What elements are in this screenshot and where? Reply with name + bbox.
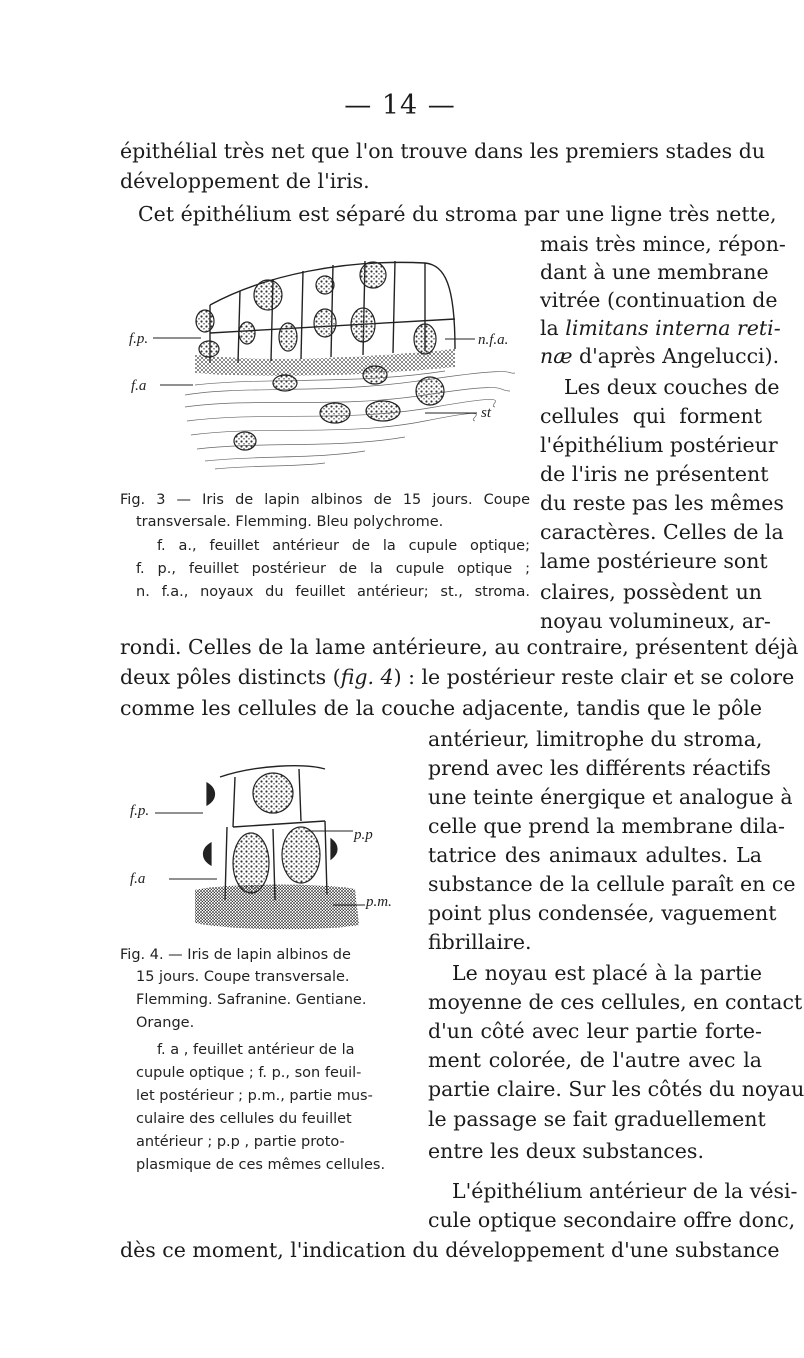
text-line: cule optique secondaire offre donc, [428, 1208, 796, 1232]
text-line: deux pôles distincts (fig. 4) : le postérieur reste clair et se colore [120, 665, 795, 689]
text-line: lame postérieure sont [540, 549, 768, 573]
text-line: cellules qui forment [540, 404, 762, 428]
text-line: développement de l'iris. [120, 169, 370, 193]
text-line: d'un côté avec leur partie forte- [428, 1019, 762, 1043]
text-line: de l'iris ne présentent [540, 462, 769, 486]
figure-3-illustration [125, 245, 525, 480]
text-line: substance de la cellule paraît en ce [428, 872, 796, 896]
fig4-caption-line: cupule optique ; f. p., son feuil- [136, 1065, 362, 1081]
text-line: l'épithélium postérieur [540, 433, 778, 457]
text-line: entre les deux substances. [428, 1139, 704, 1163]
text-line: ment colorée, de l'autre avec la [428, 1048, 762, 1072]
fig3-label-fa: f.a [131, 378, 147, 394]
fig3-caption-line: transversale. Flemming. Bleu polychrome. [136, 514, 444, 530]
text-line: celle que prend la membrane dila- [428, 814, 785, 838]
text-line: fibrillaire. [428, 930, 532, 954]
fig4-caption-line: Fig. 4. — Iris de lapin albinos de [120, 947, 351, 963]
fig4-nuclei [204, 773, 338, 893]
nuclear-layer-band [195, 349, 455, 376]
text-line: antérieur, limitrophe du stroma, [428, 727, 763, 751]
text-line: partie claire. Sur les côtés du noyau [428, 1077, 804, 1101]
page-number: — 14 — [344, 90, 456, 121]
text-line: caractères. Celles de la [540, 520, 784, 544]
fig4-caption-line: culaire des cellules du feuillet [136, 1111, 352, 1127]
text-line: mais très mince, répon- [540, 232, 786, 256]
fig4-label-fp: f.p. [130, 803, 150, 819]
fig3-label-fp: f.p. [129, 331, 149, 347]
fig3-caption-line: f. a., feuillet antérieur de la cupule optique; [157, 538, 530, 554]
text-line: næ d'après Angelucci). [540, 344, 780, 368]
text-line: moyenne de ces cellules, en contact [428, 990, 803, 1014]
text-line: L'épithélium antérieur de la vési- [452, 1179, 798, 1203]
text-line: une teinte énergique et analogue à [428, 785, 793, 809]
text-line: comme les cellules de la couche adjacente, tandis que le pôle [120, 696, 762, 720]
text-line: épithélial très net que l'on trouve dans les premiers stades du [120, 139, 766, 163]
fig4-caption-line: plasmique de ces mêmes cellules. [136, 1157, 386, 1173]
text-line: Les deux couches de [564, 375, 780, 399]
fig4-label-fa: f.a [130, 871, 146, 887]
fig4-caption-line: antérieur ; p.p , partie proto- [136, 1134, 345, 1150]
text-line: Le noyau est placé à la partie [452, 961, 762, 985]
fig4-label-pm: p.m. [366, 894, 392, 910]
fig4-caption-line: let postérieur ; p.m., partie mus- [136, 1088, 373, 1104]
text-line: Cet épithélium est séparé du stroma par une ligne très nette, [138, 202, 777, 226]
text-line: dès ce moment, l'indication du développement d'une substance [120, 1238, 780, 1262]
text-line: rondi. Celles de la lame antérieure, au contraire, présentent déjà [120, 635, 799, 659]
fig4-caption-line: Orange. [136, 1015, 195, 1031]
text-line: claires, possèdent un [540, 580, 762, 604]
fig4-caption-line: f. a , feuillet antérieur de la [157, 1042, 355, 1058]
fig3-label-st: st [481, 405, 492, 421]
fig4-caption-line: Flemming. Safranine. Gentiane. [136, 992, 367, 1008]
fig3-label-nfa: n.f.a. [478, 332, 509, 348]
text-line: tatrice des animaux adultes. La [428, 843, 762, 867]
text-line: le passage se fait graduellement [428, 1107, 766, 1131]
fig3-caption-line: Fig. 3 — Iris de lapin albinos de 15 jours. Coupe [120, 492, 530, 508]
text-line: point plus condensée, vaguement [428, 901, 777, 925]
text-line: la limitans interna reti- [540, 316, 781, 340]
text-line: dant à une membrane [540, 260, 769, 284]
text-line: noyau volumineux, ar- [540, 609, 771, 633]
figure-4-illustration [125, 755, 415, 940]
text-line: vitrée (continuation de [540, 288, 778, 312]
text-line: prend avec les différents réactifs [428, 756, 771, 780]
muscular-layer [195, 885, 359, 930]
fig3-caption-line: n. f.a., noyaux du feuillet antérieur; st., stroma. [136, 584, 530, 600]
text-line: du reste pas les mêmes [540, 491, 784, 515]
stroma-fibers [185, 371, 515, 469]
fig3-caption-line: f. p., feuillet postérieur de la cupule optique ; [136, 561, 530, 577]
fig4-label-pp: p.p [354, 827, 373, 843]
fig4-caption-line: 15 jours. Coupe transversale. [136, 969, 350, 985]
